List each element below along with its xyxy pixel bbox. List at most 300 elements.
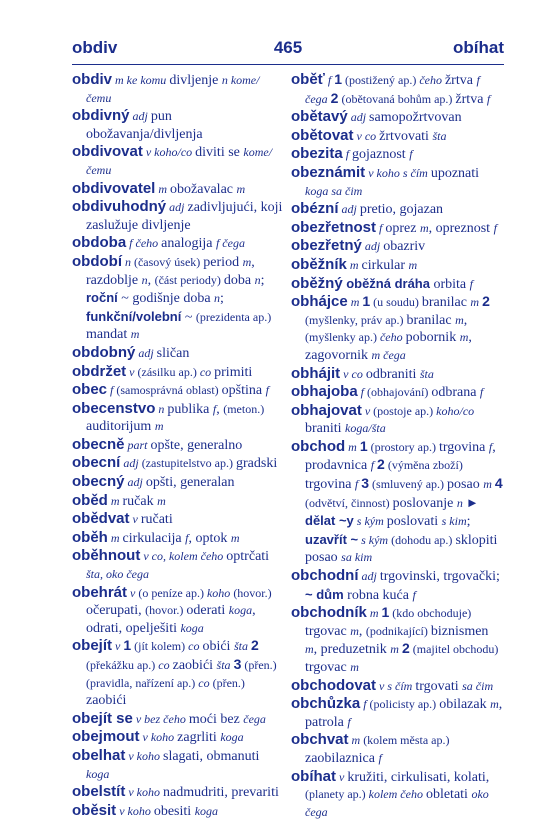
entry-segment: obići (202, 639, 234, 655)
dictionary-entry (72, 253, 284, 344)
entry-segment: robna kuća (343, 587, 413, 603)
entry-segment: samopožrtvovan (369, 110, 462, 126)
dictionary-entry (72, 802, 284, 821)
entry-segment: šta (432, 128, 447, 143)
entry-segment: m (346, 257, 362, 272)
entry-segment: m (107, 493, 123, 508)
entry-segment: poslovati (386, 514, 442, 530)
entry-segment: (kdo obchoduje) (389, 606, 472, 621)
entry-segment: m (419, 220, 429, 235)
entry-segment: (zásilku ap.) (137, 364, 200, 379)
headword: obelhat (72, 746, 126, 764)
dictionary-entry (291, 200, 504, 219)
entry-segment: (časový úsek) (133, 254, 204, 269)
entry-segment: s kim (441, 514, 467, 529)
entry-segment: zaobići (86, 693, 127, 709)
entry-segment: n (121, 254, 134, 269)
entry-segment: odbrana (431, 385, 480, 401)
headword: obhájce (291, 293, 348, 311)
headword: obětovat (291, 126, 354, 144)
entry-segment: sklopiti posao (305, 532, 498, 566)
entry-segment: biznismen (430, 623, 489, 639)
entry-segment: 2 (377, 456, 385, 473)
dictionary-entry (291, 219, 504, 238)
dictionary-entry (72, 783, 284, 802)
entry-segment: sličan (156, 345, 190, 361)
entry-segment: m (236, 181, 246, 196)
headword: obecní (72, 454, 121, 472)
entry-segment: 2 (250, 637, 259, 654)
entry-segment: m (230, 530, 240, 545)
entry-segment: m (155, 181, 171, 196)
entry-segment: 1 (381, 604, 390, 621)
entry-segment: upoznati (430, 165, 480, 181)
dictionary-entry (72, 510, 284, 529)
entry-segment: funkční/volební (86, 308, 182, 324)
headword: obeznámit (291, 163, 366, 181)
entry-segment: sa kim (341, 550, 373, 565)
headword: obhájit (291, 364, 341, 382)
entry-segment: oběžná dráha (346, 275, 430, 291)
entry-segment: čega (243, 711, 266, 726)
entry-segment: v (361, 403, 374, 418)
entry-segment: (obhajování) (367, 385, 432, 400)
entry-segment: m (366, 606, 382, 621)
entry-segment: (část periody) (154, 272, 224, 287)
entry-segment: f (354, 477, 362, 492)
entry-segment: f (378, 750, 382, 765)
entry-segment: , (463, 312, 468, 328)
entry-segment: obožavalac (170, 181, 237, 197)
entry-segment: period (203, 254, 243, 270)
entry-segment: poslovanje (392, 495, 457, 511)
headword: obhajovat (291, 401, 362, 419)
entry-segment: (dohodu ap.) (391, 532, 456, 547)
entry-segment: (samosprávná oblast) (116, 383, 222, 398)
entry-segment: f (479, 385, 484, 400)
dictionary-entry (72, 381, 284, 400)
entry-segment: (kolem města ap.) (363, 733, 450, 748)
entry-segment: v (129, 512, 141, 527)
entry-segment: kolem čeho (368, 787, 426, 802)
entry-segment: 1 (362, 293, 371, 310)
entry-segment: analogija (161, 236, 216, 252)
dictionary-entry (291, 383, 504, 402)
entry-segment: f (370, 458, 378, 473)
entry-segment: co (199, 364, 215, 379)
entry-segment: koho/co (436, 403, 475, 418)
dictionary-entry (291, 256, 504, 275)
headword: obejít (72, 637, 112, 655)
entry-segment: čeho (379, 330, 406, 345)
entry-segment: oprez (385, 220, 420, 236)
entry-segment: f čeho (126, 236, 162, 251)
dictionary-entry (72, 400, 284, 436)
page-header (72, 38, 504, 60)
entry-segment: divljenje (169, 73, 222, 88)
headword: obědvat (72, 510, 130, 528)
entry-segment: m (345, 439, 360, 454)
entry-segment: v koho s čím (365, 165, 431, 180)
entry-segment: (meton.) (223, 401, 265, 416)
entry-segment: f (376, 220, 386, 235)
entry-segment: obazriv (383, 239, 426, 255)
entry-segment: ; (220, 291, 224, 307)
entry-segment: , odrati, opelješiti (86, 603, 256, 636)
dictionary-entry (72, 143, 284, 179)
headword: obecenstvo (72, 399, 156, 417)
header-rule (72, 64, 504, 65)
entry-segment: branilac (421, 295, 471, 311)
entry-segment: adj (358, 569, 380, 584)
entry-segment: (jít kolem) (131, 639, 189, 654)
headword: obezřetný (291, 237, 362, 255)
entry-segment: obesiti (153, 803, 195, 819)
entry-segment: kružiti, cirkulisati, kolati, (347, 769, 490, 785)
entry-segment: (majitel obchodu) (409, 642, 499, 657)
entry-segment: n (141, 272, 148, 287)
entry-segment: (výměna zboží) (384, 458, 463, 473)
entry-segment: m (348, 733, 364, 748)
entry-segment: 2 (482, 293, 490, 310)
entry-segment: v s čím (376, 678, 416, 693)
entry-segment: adj (361, 239, 384, 254)
dictionary-entry (291, 365, 504, 384)
entry-segment: trgovati (415, 678, 463, 694)
entry-segment: orbita (429, 276, 470, 292)
entry-segment: oko čega (305, 787, 489, 819)
entry-segment: opšti, generalan (145, 475, 235, 491)
entry-segment: trgovinski, trgovački; (379, 569, 500, 585)
entry-segment: f (488, 439, 493, 454)
dictionary-entry (72, 436, 284, 455)
dictionary-entry (72, 107, 284, 143)
entry-segment: s kým (358, 532, 392, 547)
dictionary-entry (72, 234, 284, 253)
entry-segment: f (409, 147, 413, 162)
entry-segment: (prezidenta ap.) (195, 309, 272, 324)
entry-segment: opšte, generalno (150, 437, 243, 453)
dictionary-entry (72, 728, 284, 747)
headword: obchod (291, 437, 346, 455)
entry-segment: zadivljujući, koji zaslužuje divljenje (86, 200, 283, 233)
entry-segment: slagati, obmanuti (163, 748, 260, 764)
entry-segment: co (198, 675, 213, 690)
dictionary-entry (291, 127, 504, 146)
entry-segment: ručak (122, 493, 158, 509)
headword: obejmout (72, 728, 140, 746)
dictionary-entry (72, 710, 284, 729)
entry-segment: diviti se (195, 145, 244, 161)
entry-segment: uzavřít ~ (305, 531, 359, 547)
entry-segment: trgovac (305, 660, 351, 675)
headword: obelstít (72, 783, 126, 801)
entry-segment: v koho (125, 785, 163, 800)
dictionary-entry (72, 637, 284, 709)
dictionary-entry (291, 438, 504, 567)
dictionary-entry (291, 275, 504, 294)
headword: obézní (291, 200, 339, 218)
entry-segment: auditorijum (86, 419, 155, 435)
entry-segment: koga (194, 803, 219, 818)
page-number: 465 (273, 38, 303, 57)
headword: obětavý (291, 108, 348, 126)
entry-segment: f (486, 91, 491, 106)
entry-segment: ► dělat ~y (305, 494, 479, 529)
dictionary-entry (72, 547, 284, 583)
headword: obchvat (291, 731, 349, 749)
entry-segment: adj (135, 345, 157, 360)
entry-segment: adj (129, 109, 151, 124)
guide-word-first: obdiv (72, 38, 118, 57)
headword: obchůzka (291, 695, 361, 713)
entry-segment: m čega (371, 347, 406, 362)
dictionary-entry (291, 145, 504, 164)
entry-segment: mandat (86, 327, 131, 343)
entry-segment: koho (206, 585, 234, 600)
guide-word-last: obíhat (453, 38, 504, 57)
entry-segment: publika (167, 401, 213, 417)
headword: oběsit (72, 801, 117, 819)
dictionary-entry (72, 180, 284, 199)
entry-segment: m (490, 697, 499, 712)
dictionary-entry (72, 747, 284, 783)
entry-segment: zagrliti (177, 730, 221, 746)
dictionary-entry (72, 363, 284, 382)
entry-segment: 1 (359, 437, 368, 454)
entry-segment: adj (166, 200, 188, 215)
entry-segment: n kome/čemu (86, 73, 260, 105)
entry-segment: (planety ap.) (305, 787, 369, 802)
entry-segment: f (107, 383, 117, 398)
headword: obehrát (72, 583, 128, 601)
entry-segment: (přen.) (212, 675, 245, 690)
headword: oběh (72, 528, 108, 546)
entry-segment: gradski (236, 456, 278, 472)
entry-segment: m (470, 295, 483, 310)
entry-segment: v co (353, 128, 380, 143)
entry-segment: v bez čeho (132, 711, 189, 726)
entry-segment: m (350, 660, 359, 674)
dictionary-entry (291, 695, 504, 731)
headword: oběžný (291, 274, 343, 292)
entry-segment: doba (223, 272, 255, 288)
entry-segment: (obětovaná bohům ap.) (338, 91, 456, 106)
headword: období (72, 252, 122, 270)
entry-segment: (myšlenky, práv ap.) (305, 312, 407, 327)
headword: obdržet (72, 362, 127, 380)
entry-segment: f (185, 530, 189, 545)
headword: obdobný (72, 343, 136, 361)
headword: obdivný (72, 107, 130, 125)
entry-segment: odbraniti (365, 366, 420, 382)
entry-segment: šta (216, 658, 234, 672)
entry-segment: zaobići (172, 658, 217, 673)
entry-segment: m (483, 477, 495, 492)
entry-segment: (postižený ap.) (342, 73, 420, 87)
entry-segment: očerupati, (86, 603, 146, 619)
headword: obezita (291, 145, 343, 163)
entry-segment: cirkular (361, 257, 409, 273)
headword: obecný (72, 473, 125, 491)
entry-segment: m ke komu (112, 73, 170, 87)
entry-segment: trgovina (438, 439, 489, 455)
entry-segment: m (350, 623, 359, 638)
dictionary-entry (72, 71, 284, 107)
entry-segment: (prostory ap.) (367, 439, 439, 454)
entry-segment: f (347, 714, 351, 729)
entry-segment: (zastupitelstvo ap.) (141, 456, 236, 471)
entry-segment: koga/šta (345, 421, 386, 436)
headword: obhajoba (291, 383, 358, 401)
dictionary-entry (291, 237, 504, 256)
dictionary-entry (72, 198, 284, 234)
entry-segment: koga (220, 730, 244, 745)
entry-segment: (postoje ap.) (373, 403, 437, 418)
headword: oběžník (291, 255, 347, 273)
entry-segment: m (390, 642, 402, 657)
entry-segment: adj (124, 475, 146, 490)
entry-segment: n (214, 291, 221, 306)
entry-segment: žrtvovati (379, 128, 433, 144)
entry-segment: koga (180, 620, 204, 635)
entry-segment: part (124, 437, 151, 452)
entry-segment: posao (447, 477, 484, 493)
entry-segment: f (357, 385, 368, 400)
entry-segment: (smluvený ap.) (369, 477, 448, 492)
entry-segment: m (107, 530, 123, 545)
entry-segment: 1 (123, 637, 132, 654)
entry-segment: adj (120, 456, 142, 471)
entry-segment: f (212, 401, 217, 416)
dictionary-entry (72, 584, 284, 638)
entry-segment: m (459, 330, 469, 345)
entry-segment: co (188, 639, 203, 654)
headword: obec (72, 381, 108, 399)
entry-segment: opština (221, 383, 266, 399)
headword: oběhnout (72, 547, 141, 565)
entry-segment: , (358, 623, 366, 639)
entry-segment: , razdoblje (86, 254, 255, 288)
dictionary-entry (291, 71, 504, 108)
entry-segment: obletati (425, 787, 472, 803)
dictionary-entry (291, 731, 504, 767)
entry-segment: gojaznost (352, 147, 410, 163)
headword: oběd (72, 491, 108, 509)
entry-segment: 2 (330, 89, 339, 106)
entry-segment: braniti (305, 421, 346, 437)
headword: obecně (72, 435, 125, 453)
entry-segment: f (342, 147, 353, 162)
headword: obíhat (291, 767, 336, 785)
entry-segment: co (158, 658, 173, 672)
headword: obdivovat (72, 143, 143, 161)
entry-segment: , zagovornik (305, 330, 472, 363)
entry-segment: f (360, 697, 370, 712)
entry-segment: , patrola (305, 697, 503, 730)
dictionary-entry (291, 768, 504, 821)
entry-segment: adj (347, 110, 370, 125)
headword: obejít se (72, 709, 133, 727)
entry-segment: ~ dům (305, 586, 344, 602)
entry-segment: v koho/co (142, 145, 196, 160)
headword: obdoba (72, 234, 127, 252)
headword: oběť (291, 71, 325, 88)
dictionary-entry (291, 567, 504, 604)
entry-segment: (hovor.) (145, 603, 187, 618)
entry-segment: f (469, 276, 473, 291)
entry-segment: obilazak (439, 697, 491, 713)
entry-segment: m (157, 493, 166, 508)
dictionary-entry (291, 108, 504, 127)
entry-segment: ~ (181, 309, 196, 325)
entry-segment: (policisty ap.) (369, 697, 440, 712)
entry-segment: (přen.) (pravidla, nařízení ap.) (86, 658, 277, 690)
entry-segment: branilac (406, 312, 456, 328)
entry-segment: , (216, 401, 224, 417)
entry-segment: , preduzetnik (313, 642, 391, 658)
entry-segment: (myšlenky ap.) (305, 330, 380, 345)
entry-segment: n (456, 495, 466, 510)
entry-segment: 2 (401, 640, 410, 657)
entry-segment: žrtva (455, 91, 487, 107)
entry-segment: m (242, 254, 252, 269)
headword: obdivovatel (72, 179, 156, 197)
entry-segment: (odvětví, činnost) (305, 495, 393, 510)
entry-segment: žrtva (444, 73, 477, 88)
entry-segment: f (265, 383, 269, 398)
entry-segment: šta (419, 366, 434, 381)
entry-segment: ; (260, 272, 265, 288)
entry-segment: s kým (353, 514, 387, 529)
dictionary-entry (72, 492, 284, 511)
entry-segment: moći bez (188, 711, 244, 727)
entry-segment: adj (338, 202, 360, 217)
entry-segment: m (408, 257, 418, 272)
entry-segment: (u soudu) (370, 295, 422, 310)
entry-segment: v koho (139, 730, 178, 745)
entry-segment: 1 (334, 71, 342, 87)
entry-segment: f čega (215, 236, 245, 251)
entry-segment: m (347, 295, 363, 310)
entry-segment: f čega (305, 73, 480, 106)
entry-segment: 3 (361, 475, 370, 492)
entry-segment: zaobilaznica (305, 750, 379, 766)
entry-segment: m (305, 642, 314, 657)
entry-segment: šta, oko čega (86, 567, 149, 582)
entry-segment: f (412, 587, 416, 602)
entry-segment: , opreznost (428, 220, 494, 236)
dictionary-entry (291, 402, 504, 438)
dictionary-entry (291, 604, 504, 676)
entry-segment: pretio, gojazan (359, 202, 444, 218)
headword: obchodovat (291, 676, 376, 694)
entry-segment: m (154, 419, 164, 434)
entry-segment: primiti (214, 364, 253, 380)
entry-segment: (hovor.) (233, 585, 272, 600)
headword: obdiv (72, 71, 112, 88)
entry-segment: v co, kolem čeho (140, 549, 227, 564)
headword: obdivuhodný (72, 198, 167, 216)
entry-segment: optrčati (226, 549, 270, 565)
entry-segment: (podnikající) (365, 623, 431, 638)
dictionary-entry (72, 454, 284, 473)
entry-segment: ; (466, 514, 471, 530)
dictionary-entry (72, 344, 284, 363)
entry-segment: m (455, 312, 464, 327)
dictionary-entry (291, 677, 504, 696)
entry-segment: n (155, 401, 168, 416)
